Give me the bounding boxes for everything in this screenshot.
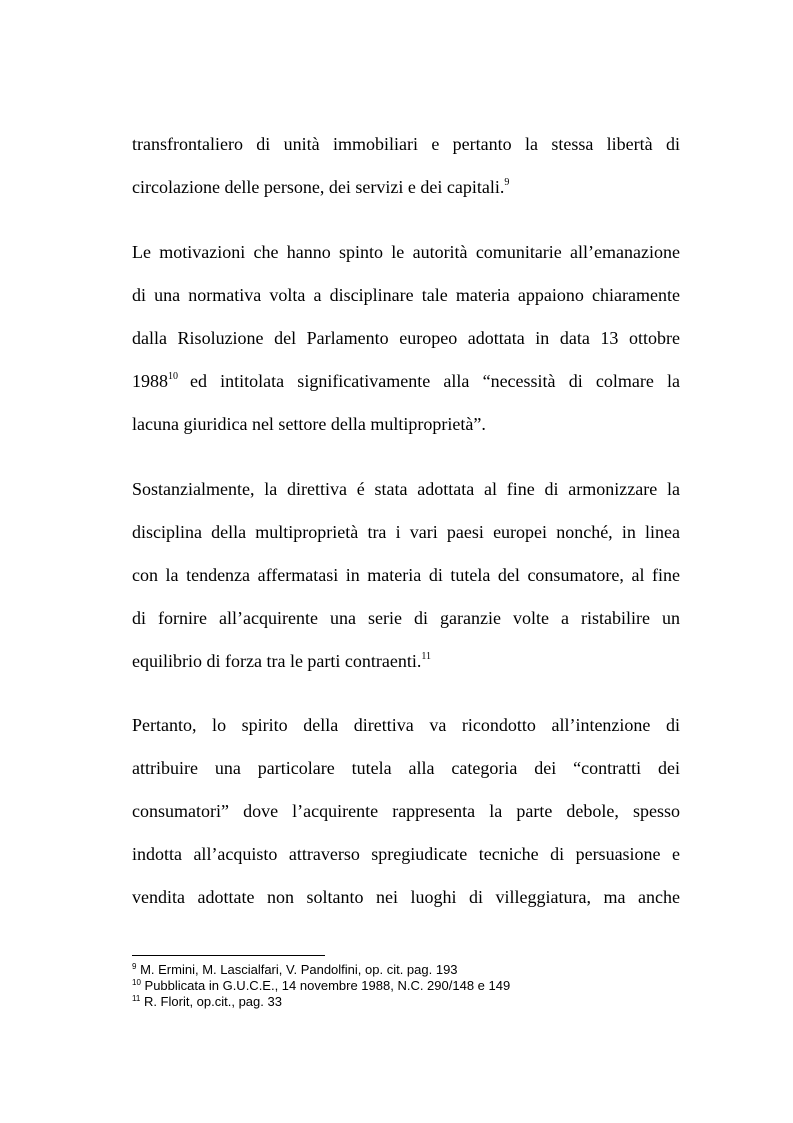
- body-line: [132, 176, 680, 198]
- footnote-text: M. Ermini, M. Lascialfari, V. Pandolfini, op. cit. pag. 193: [140, 962, 458, 977]
- footnote-number: 9: [132, 962, 137, 971]
- body-line: indotta all’acquisto attraverso spregiudicate tecniche di persuasione e: [132, 844, 680, 864]
- body-line-text: circolazione delle persone, dei servizi e dei capitali.: [132, 177, 505, 197]
- body-line: vendita adottate non soltanto nei luoghi di villeggiatura, ma anche: [132, 887, 680, 907]
- footnote-ref: 10: [168, 371, 178, 382]
- body-line: di una normativa volta a disciplinare tale materia appaiono chiaramente: [132, 285, 680, 305]
- body-line: Sostanzialmente, la direttiva é stata adottata al fine di armonizzare la: [132, 479, 680, 499]
- body-line: con la tendenza affermatasi in materia di tutela del consumatore, al fine: [132, 565, 680, 585]
- body-line: transfrontaliero di unità immobiliari e pertanto la stessa libertà di: [132, 134, 680, 154]
- footnote-number: 11: [132, 994, 141, 1003]
- footnote: [132, 978, 692, 993]
- body-line: Le motivazioni che hanno spinto le autorità comunitarie all’emanazione: [132, 242, 680, 262]
- footnote-text: R. Florit, op.cit., pag. 33: [143, 994, 282, 1009]
- body-line-rest: ed intitolata significativamente alla “necessità di colmare la: [190, 371, 680, 391]
- body-line: attribuire una particolare tutela alla categoria dei “contratti dei: [132, 758, 680, 778]
- body-line: lacuna giuridica nel settore della multiproprietà”.: [132, 414, 486, 434]
- body-line: di fornire all’acquirente una serie di garanzie volte a ristabilire un: [132, 608, 680, 628]
- body-line: dalla Risoluzione del Parlamento europeo adottata in data 13 ottobre: [132, 328, 680, 348]
- footnote-separator: [132, 955, 325, 956]
- body-line: consumatori” dove l’acquirente rappresenta la parte debole, spesso: [132, 801, 680, 821]
- body-line: Pertanto, lo spirito della direttiva va ricondotto all’intenzione di: [132, 715, 680, 735]
- body-line-start: [132, 370, 178, 392]
- footnote: [132, 994, 692, 1009]
- year-text: 1988: [132, 371, 168, 391]
- body-line-text: equilibrio di forza tra le parti contraenti.: [132, 651, 422, 671]
- footnote-number: 10: [132, 978, 141, 987]
- body-line: [132, 370, 680, 392]
- body-line: disciplina della multiproprietà tra i vari paesi europei nonché, in linea: [132, 522, 680, 542]
- footnote-ref: 11: [421, 651, 432, 662]
- footnote-ref: 9: [504, 177, 510, 188]
- body-line: [132, 650, 680, 672]
- footnote-text: Pubblicata in G.U.C.E., 14 novembre 1988, N.C. 290/148 e 149: [144, 978, 511, 993]
- footnote: [132, 962, 692, 977]
